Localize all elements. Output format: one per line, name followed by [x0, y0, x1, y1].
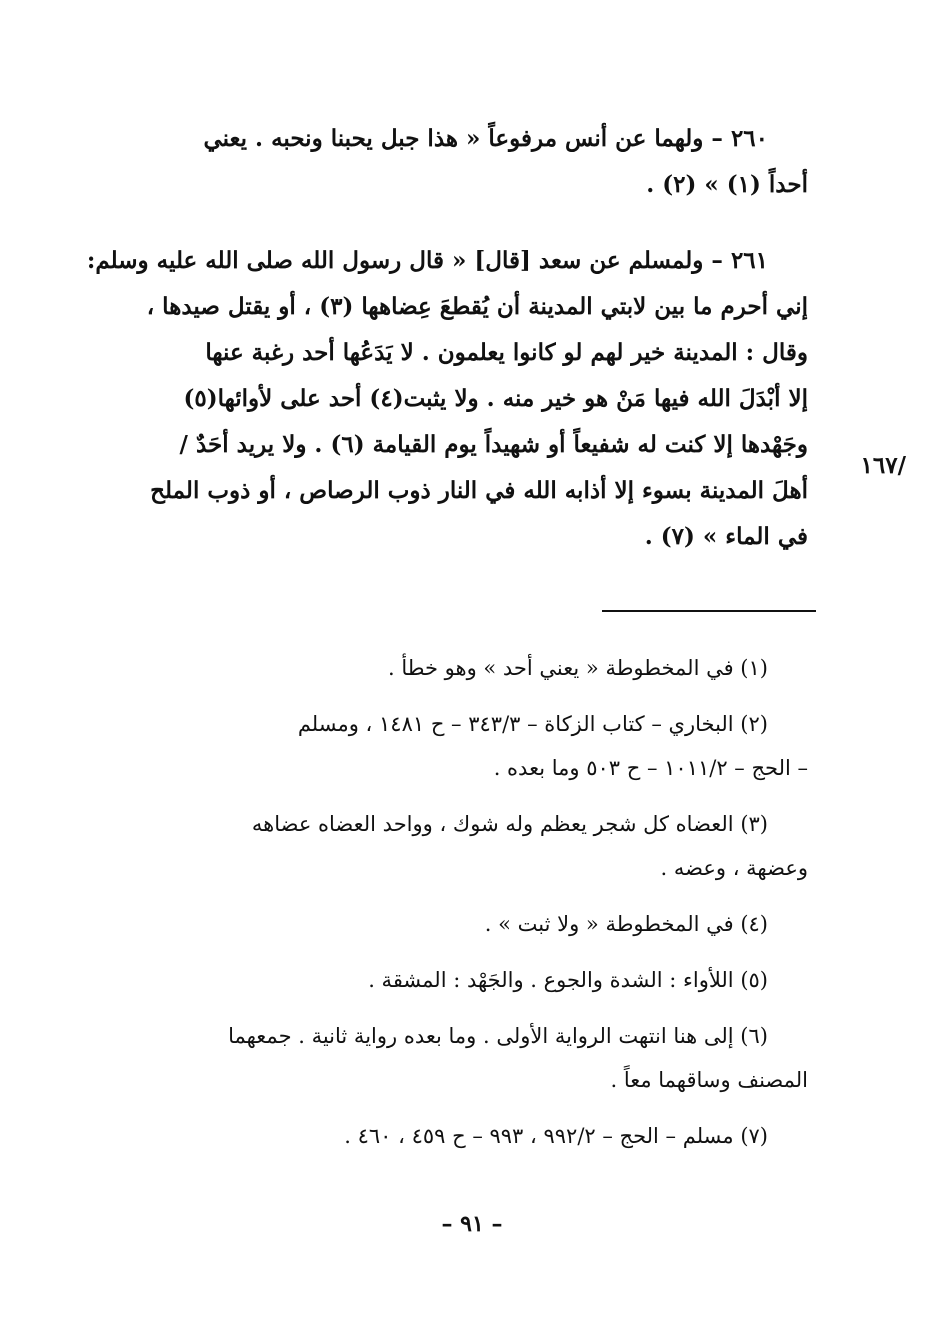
footnote-4 — [160, 902, 808, 946]
manuscript-folio-marker: /١٦٧ — [860, 452, 906, 479]
hadith-260-line-2: أحداً (١) » (٢) . — [646, 171, 808, 198]
footnote-6 — [160, 1014, 808, 1102]
footnote-divider — [602, 610, 816, 612]
footnote-2-line-2: – الحج – ١٠١١/٢ – ح ٥٠٣ وما بعده . — [493, 756, 808, 780]
hadith-261-paragraph — [86, 238, 808, 560]
footnote-5 — [160, 958, 808, 1002]
hadith-261-line-5: وجَهْدها إلا كنت له شفيعاً أو شهيداً يوم القيامة (٦) . ولا يريد أحَدٌ / — [179, 431, 808, 458]
hadith-261-line-7: في الماء » (٧) . — [644, 523, 808, 550]
page-number: – ٩١ – — [441, 1211, 503, 1237]
footnote-3 — [160, 802, 808, 890]
footnote-7 — [160, 1114, 808, 1158]
footnote-5-line-1: (٥) اللأواء : الشدة والجوع . والجَهْد : المشقة . — [368, 968, 768, 992]
hadith-261-line-2: إني أحرم ما بين لابتي المدينة أن يُقطعَ عِضاهها (٣) ، أو يقتل صيدها ، — [146, 293, 808, 320]
hadith-261-line-6: أهلَ المدينة بسوء إلا أذابه الله في النار ذوب الرصاص ، أو ذوب الملح — [150, 477, 808, 504]
footnote-6-line-2: المصنف وساقهما معاً . — [610, 1068, 808, 1092]
footnote-1-line-1: (١) في المخطوطة « يعني أحد » وهو خطأ . — [388, 656, 768, 680]
hadith-261-line-4: إلا أبْدَلَ الله فيها مَنْ هو خير منه . ولا يثبت(٤) أحد على لأوائها(٥) — [183, 385, 808, 412]
footnote-3-line-2: وعضهة ، وعضه . — [660, 856, 808, 880]
footnote-7-line-1: (٧) مسلم – الحج – ٩٩٢/٢ ، ٩٩٣ – ح ٤٥٩ ، ٤٦٠ . — [344, 1124, 768, 1148]
footnote-6-line-1: (٦) إلى هنا انتهت الرواية الأولى . وما بعده رواية ثانية . جمعهما — [228, 1024, 768, 1048]
footnote-2-line-1: (٢) البخاري – كتاب الزكاة – ٣٤٣/٣ – ح ١٤٨١ ، ومسلم — [297, 712, 768, 736]
hadith-261-line-1: ٢٦١ – ولمسلم عن سعد [قال] « قال رسول الله صلى الله عليه وسلم: — [86, 247, 768, 274]
hadith-260-paragraph — [160, 116, 808, 208]
footnote-2 — [160, 702, 808, 790]
footnotes-section — [160, 646, 808, 1170]
footnote-4-line-1: (٤) في المخطوطة « ولا ثبت » . — [484, 912, 768, 936]
footnote-1 — [160, 646, 808, 690]
footnote-3-line-1: (٣) العضاه كل شجر يعظم وله شوك ، وواحد العضاه عضاهه — [251, 812, 768, 836]
hadith-261-line-3: وقال : المدينة خير لهم لو كانوا يعلمون . لا يَدَعُها أحد رغبة عنها — [205, 339, 808, 366]
hadith-260-line-1: ٢٦٠ – ولهما عن أنس مرفوعاً « هذا جبل يحبنا ونحبه . يعني — [203, 125, 768, 152]
